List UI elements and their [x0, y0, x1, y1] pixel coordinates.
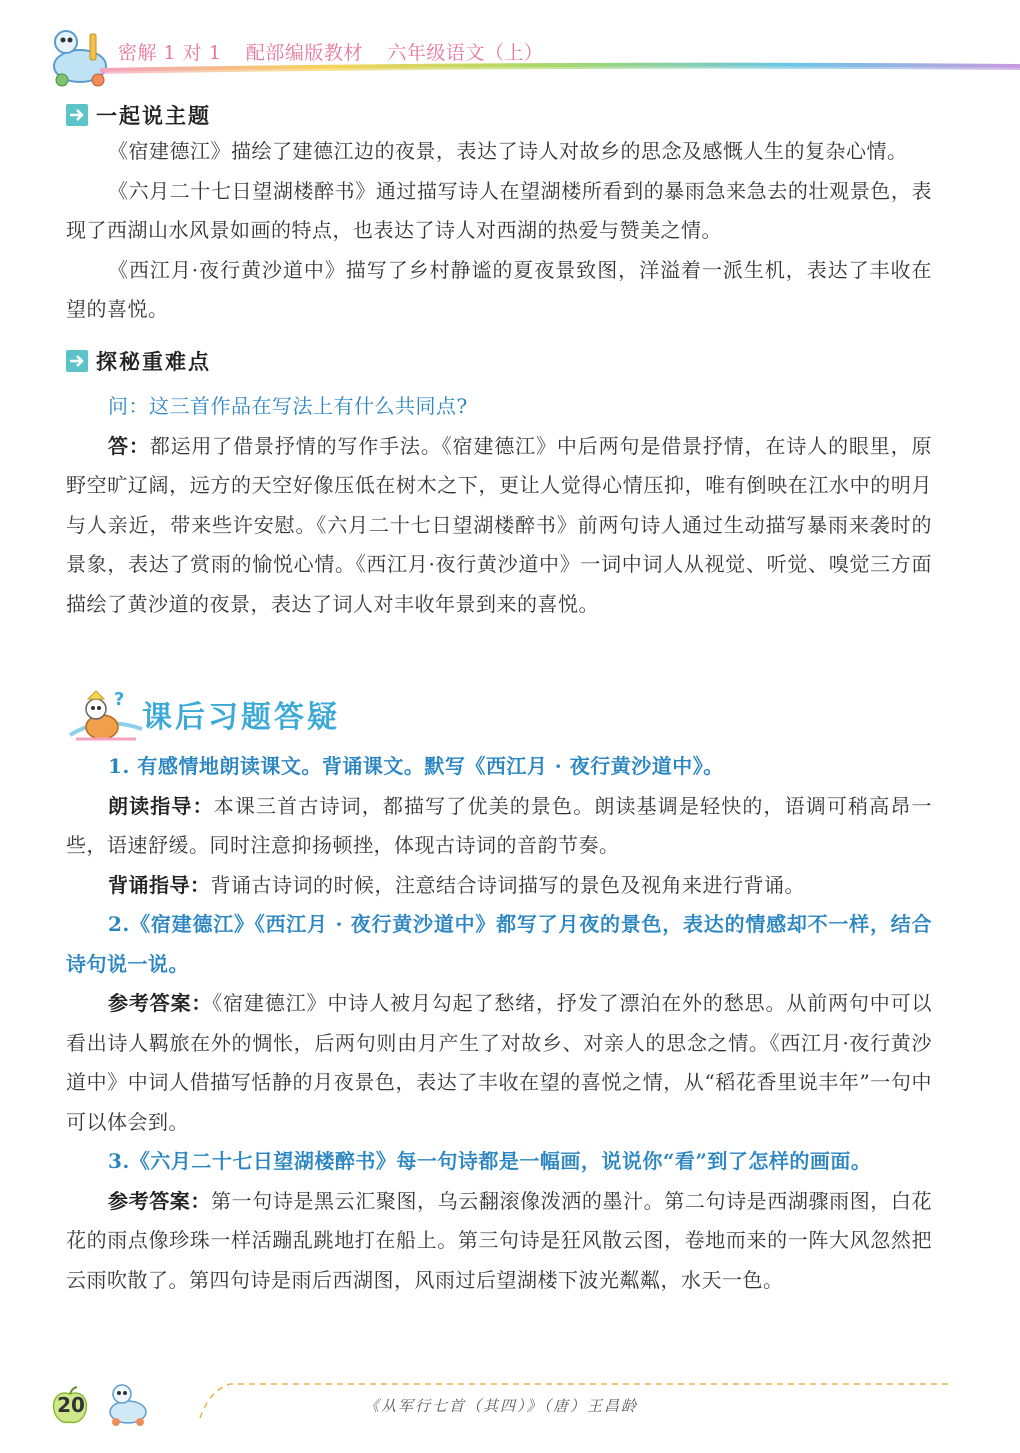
exercise-answer — [66, 866, 932, 906]
robot-mascot-icon — [96, 1378, 166, 1428]
exercise-section-title: 课后习题答疑 — [142, 700, 340, 735]
theme-text — [66, 132, 932, 330]
section-heading-difficulties — [66, 346, 211, 376]
arrow-right-icon — [66, 104, 88, 126]
header-grade: 六年级语文（上） — [387, 42, 544, 64]
answer-text: 背诵古诗词的时候，注意结合诗词描写的景色及视角来进行背诵。 — [210, 872, 805, 897]
page-header — [0, 0, 1020, 95]
mascot-logo-icon — [42, 22, 120, 88]
question-text: 问：这三首作品在写法上有什么共同点? — [108, 394, 468, 418]
answer-label: 背诵指导： — [108, 872, 211, 897]
answer-text: 《宿建德江》中诗人被月勾起了愁绪，抒发了漂泊在外的愁思。从前两句中可以看出诗人羁旅在外的惆怅，后两句则由月产生了对故乡、对亲人的思念之情。《西江月·夜行黄沙道中》中词人借描写恬静的月夜景色，表达了丰收在望的喜悦之情，从“稻花香里说丰年”一句中可以体会到。 — [66, 991, 933, 1134]
exercise-question: 3.《六月二十七日望湖楼醉书》每一句诗都是一幅画，说说你“看”到了怎样的画面。 — [108, 1149, 872, 1173]
paragraph: 《宿建德江》描绘了建德江边的夜景，表达了诗人对故乡的思念及感慨人生的复杂心情。 — [108, 139, 908, 163]
header-title — [118, 38, 561, 65]
footer-poem: 《从军行七首（其四）》（唐）王昌龄 — [364, 1397, 639, 1415]
page-number: 20 — [57, 1393, 85, 1417]
header-rainbow-line — [100, 62, 1020, 74]
exercise-answer — [66, 787, 932, 866]
exercise-list — [66, 747, 932, 1300]
answer-text: 都运用了借景抒情的写作手法。《宿建德江》中后两句是借景抒情，在诗人的眼里，原野空旷辽阔，远方的天空好像压低在树木之下，更让人觉得心情压抑，唯有倒映在江水中的明月与人亲近，带来些许安慰。《六月二十七日望湖楼醉书》前两句诗人通过生动描写暴雨来袭时的景象，表达了赏雨的愉悦心情。《西江月·夜行黄沙道中》一词中词人从视觉、听觉、嗅觉三方面描绘了黄沙道的夜景，表达了词人对丰收年景到来的喜悦。 — [66, 433, 933, 616]
answer-paragraph — [66, 427, 932, 625]
answer-label: 参考答案： — [108, 1188, 212, 1213]
exercise-question: 2.《宿建德江》《西江月 · 夜行黄沙道中》都写了月夜的景色，表达的情感却不一样，结合诗句说一说。 — [66, 912, 932, 976]
exercise-answer — [66, 984, 932, 1142]
answer-text: 第一句诗是黑云汇聚图，乌云翻滚像泼洒的墨汁。第二句诗是西湖骤雨图，白花花的雨点像珍珠一样活蹦乱跳地打在船上。第三句诗是狂风散云图，卷地而来的一阵大风忽然把云雨吹散了。第四句诗是雨后西湖图，风雨过后望湖楼下波光粼粼，水天一色。 — [66, 1188, 933, 1292]
paragraph: 《六月二十七日望湖楼醉书》通过描写诗人在望湖楼所看到的暴雨急来急去的壮观景色，表现了西湖山水风景如画的特点，也表达了诗人对西湖的热爱与赞美之情。 — [66, 178, 932, 242]
exercise-question: 1. 有感情地朗读课文。背诵课文。默写《西江月 · 夜行黄沙道中》。 — [108, 754, 724, 778]
answer-text: 本课三首古诗词，都描写了优美的景色。朗读基调是轻快的，语调可稍高昂一些，语速舒缓。同时注意抑扬顿挫，体现古诗词的音韵节奏。 — [66, 793, 933, 857]
header-edition: 配部编版教材 — [245, 42, 363, 64]
paragraph: 《西江月·夜行黄沙道中》描写了乡村静谧的夏夜景致图，洋溢着一派生机，表达了丰收在望的喜悦。 — [66, 257, 932, 321]
section-heading-theme — [66, 100, 211, 130]
arrow-right-icon — [66, 350, 88, 372]
svg-text:?: ? — [114, 689, 125, 710]
section-title: 一起说主题 — [96, 104, 211, 128]
answer-label: 参考答案： — [108, 991, 213, 1015]
answer-label: 答： — [108, 433, 150, 458]
answer-label: 朗读指导： — [108, 793, 214, 818]
exercise-answer — [66, 1182, 932, 1301]
section-title: 探秘重难点 — [96, 350, 211, 374]
difficulty-text — [66, 387, 932, 624]
header-series: 密解 1 对 1 — [118, 42, 222, 64]
